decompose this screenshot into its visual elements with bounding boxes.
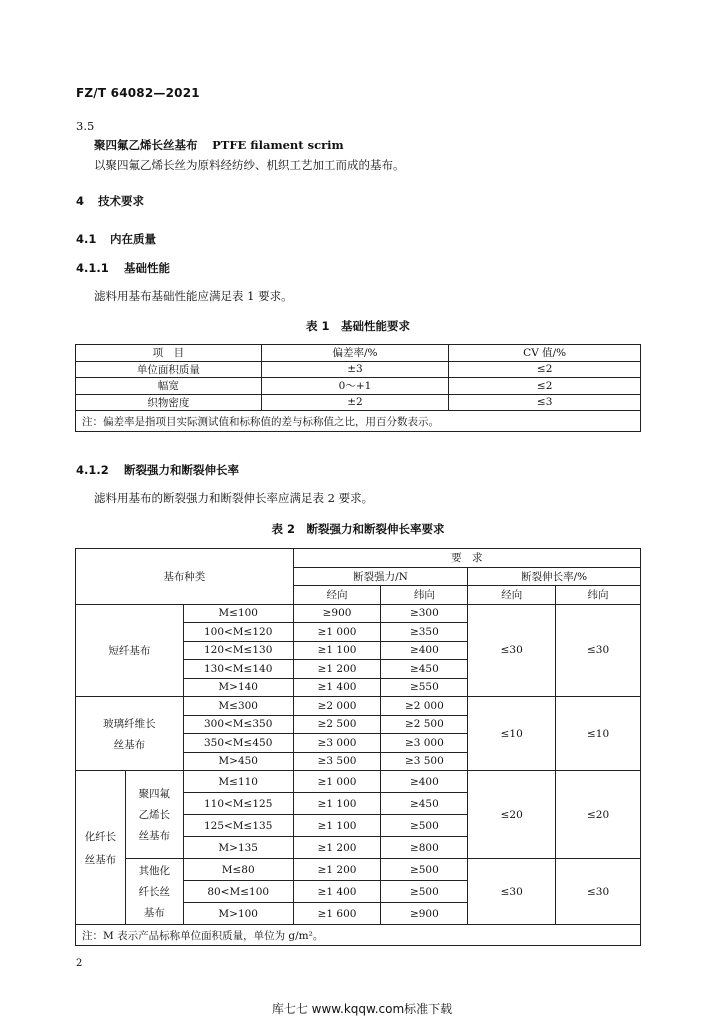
section-4-1-1-heading xyxy=(76,260,170,276)
table-row xyxy=(76,697,641,716)
table-cell: M≤300 xyxy=(183,697,293,716)
table-cell: ≥1 600 xyxy=(293,903,381,925)
table2-header-elongation: 断裂伸长率/% xyxy=(468,567,641,586)
section-4-1-title: 内在质量 xyxy=(110,232,156,246)
table-cell: ≥1 100 xyxy=(293,793,381,815)
section-4-1-1-number: 4.1.1 xyxy=(76,261,109,275)
table-cell: 单位面积质量 xyxy=(76,361,262,378)
table-cell: ≥400 xyxy=(381,641,468,660)
section-4-heading xyxy=(76,193,144,209)
table-cell: ≥1 200 xyxy=(293,660,381,679)
footer-watermark: 库七七 www.kqqw.com标准下载 xyxy=(271,1002,453,1016)
table-cell: ≥1 400 xyxy=(293,881,381,903)
section-4-1-number: 4.1 xyxy=(76,232,97,246)
table-cell: ≥550 xyxy=(381,678,468,697)
table-cell: ≤2 xyxy=(449,361,641,378)
table2-note-row xyxy=(76,925,641,946)
table-cell: 织物密度 xyxy=(76,394,262,411)
term-zh: 聚四氟乙烯长丝基布 xyxy=(94,138,198,152)
table1-header-item: 项 目 xyxy=(76,345,262,362)
table-cell: 110<M≤125 xyxy=(183,793,293,815)
table2-caption: 表 2 断裂强力和断裂伸长率要求 xyxy=(271,522,445,536)
table-cell: ≥1 100 xyxy=(293,641,381,660)
table-cell: ≥500 xyxy=(381,881,468,903)
table-row xyxy=(76,604,641,623)
group-chemical-line1: 化纤长 xyxy=(84,830,117,843)
group-ptfe-line2: 乙烯长 xyxy=(138,809,171,821)
table1-note: 注：偏差率是指项目实际测试值和标称值的差与标称值之比，用百分数表示。 xyxy=(76,411,641,432)
table-cell: ≤2 xyxy=(449,378,641,395)
table-cell: ≤30 xyxy=(468,859,556,925)
group-chemical xyxy=(76,771,126,925)
table1-header-cv: CV 值/% xyxy=(449,345,641,362)
table-cell: ≥3 500 xyxy=(293,752,381,771)
table-cell: ≥1 200 xyxy=(293,859,381,881)
table-row xyxy=(76,378,641,395)
table-row xyxy=(76,394,641,411)
table-cell: ≤20 xyxy=(468,771,556,859)
table-row xyxy=(76,361,641,378)
table2-header-row-1 xyxy=(76,549,641,568)
table-cell: ≥300 xyxy=(381,604,468,623)
table-cell: ≤3 xyxy=(449,394,641,411)
table-cell: ≥2 000 xyxy=(381,697,468,716)
section-4-1-heading xyxy=(76,231,156,247)
group-ptfe-line1: 聚四氟 xyxy=(138,788,171,800)
group-other-line1: 其他化 xyxy=(138,865,171,877)
standard-code: FZ/T 64082—2021 xyxy=(76,86,200,100)
table-cell: 幅宽 xyxy=(76,378,262,395)
table-cell: 350<M≤450 xyxy=(183,734,293,753)
table2-header-type: 基布种类 xyxy=(76,549,294,605)
table-cell: ≥900 xyxy=(381,903,468,925)
section-4-number: 4 xyxy=(76,194,85,208)
table-row xyxy=(76,859,641,881)
table-cell: 120<M≤130 xyxy=(183,641,293,660)
table-cell: ≥500 xyxy=(381,859,468,881)
table-cell: ≥2 000 xyxy=(293,697,381,716)
table-cell: M≤100 xyxy=(183,604,293,623)
group-glass-line2: 丝基布 xyxy=(113,738,146,751)
table2-header-elong-warp: 经向 xyxy=(468,586,556,605)
table-cell: 300<M≤350 xyxy=(183,715,293,734)
group-other-chemical xyxy=(125,859,183,925)
table-cell: M>450 xyxy=(183,752,293,771)
table-cell: ≥3 000 xyxy=(293,734,381,753)
table-cell: M>135 xyxy=(183,837,293,859)
table-cell: ≥1 200 xyxy=(293,837,381,859)
section-4-1-2-title: 断裂强力和断裂伸长率 xyxy=(124,463,239,477)
table-cell: ≥1 000 xyxy=(293,771,381,793)
table-cell: ≤10 xyxy=(468,697,556,771)
section-4-1-1-text: 滤料用基布基础性能应满足表 1 要求。 xyxy=(94,289,293,303)
table-cell: ±3 xyxy=(261,361,449,378)
group-ptfe-line3: 丝基布 xyxy=(138,830,171,842)
table2-header-strength-weft: 纬向 xyxy=(381,586,468,605)
table-cell: ≥450 xyxy=(381,793,468,815)
table-cell: 100<M≤120 xyxy=(183,623,293,642)
table-cell: ≤30 xyxy=(556,604,641,697)
term-en: PTFE filament scrim xyxy=(212,138,344,152)
table-cell: ≤10 xyxy=(556,697,641,771)
section-4-1-1-title: 基础性能 xyxy=(124,261,170,275)
table1-caption: 表 1 基础性能要求 xyxy=(305,319,410,333)
table-cell: ≥1 400 xyxy=(293,678,381,697)
table-cell: ±2 xyxy=(261,394,449,411)
group-short-fiber: 短纤基布 xyxy=(76,604,184,697)
table-cell: ≤30 xyxy=(556,859,641,925)
table2-header-elong-weft: 纬向 xyxy=(556,586,641,605)
section-3-5-number: 3.5 xyxy=(76,119,95,133)
table-cell: 125<M≤135 xyxy=(183,815,293,837)
table-cell: 130<M≤140 xyxy=(183,660,293,679)
table1-header-deviation: 偏差率/% xyxy=(261,345,449,362)
table-cell: ≥3 000 xyxy=(381,734,468,753)
group-ptfe xyxy=(125,771,183,859)
group-other-line3: 基布 xyxy=(143,907,165,919)
table-cell: ≥900 xyxy=(293,604,381,623)
section-4-1-2-number: 4.1.2 xyxy=(76,463,109,477)
table1-note-row xyxy=(76,411,641,432)
table-cell: M>140 xyxy=(183,678,293,697)
table-cell: ≥3 500 xyxy=(381,752,468,771)
table-cell: 0～+1 xyxy=(261,378,449,395)
table2-note: 注：M 表示产品标称单位面积质量，单位为 g/m²。 xyxy=(76,925,641,946)
table2-header-requirement: 要 求 xyxy=(293,549,640,568)
table-cell: ≥2 500 xyxy=(293,715,381,734)
table-cell: ≥500 xyxy=(381,815,468,837)
table-cell: ≤30 xyxy=(468,604,556,697)
section-4-1-2-heading xyxy=(76,462,239,478)
table-cell: ≥2 500 xyxy=(381,715,468,734)
table-cell: 80<M≤100 xyxy=(183,881,293,903)
table2-header-strength-warp: 经向 xyxy=(293,586,381,605)
table-cell: ≥450 xyxy=(381,660,468,679)
group-glass xyxy=(76,697,184,771)
page-number: 2 xyxy=(76,958,83,969)
table-cell: ≥800 xyxy=(381,837,468,859)
table2 xyxy=(75,548,641,946)
section-4-title: 技术要求 xyxy=(98,194,144,208)
table-cell: ≥350 xyxy=(381,623,468,642)
group-chemical-line2: 丝基布 xyxy=(84,853,117,866)
table-cell: ≥1 100 xyxy=(293,815,381,837)
table-cell: ≥1 000 xyxy=(293,623,381,642)
table-cell: ≤20 xyxy=(556,771,641,859)
table-cell: ≥400 xyxy=(381,771,468,793)
table-cell: M≤80 xyxy=(183,859,293,881)
section-3-5-definition: 以聚四氟乙烯长丝为原料经纺纱、机织工艺加工而成的基布。 xyxy=(94,158,405,172)
group-glass-line1: 玻璃纤维长 xyxy=(103,717,156,730)
section-4-1-2-text: 滤料用基布的断裂强力和断裂伸长率应满足表 2 要求。 xyxy=(94,491,374,505)
table1-header-row xyxy=(76,345,641,362)
table1 xyxy=(75,344,641,432)
table-cell: M≤110 xyxy=(183,771,293,793)
table-row xyxy=(76,771,641,793)
table-cell: M>100 xyxy=(183,903,293,925)
table2-header-strength: 断裂强力/N xyxy=(293,567,468,586)
group-other-line2: 纤长丝 xyxy=(138,886,171,898)
section-3-5-term xyxy=(94,137,344,153)
